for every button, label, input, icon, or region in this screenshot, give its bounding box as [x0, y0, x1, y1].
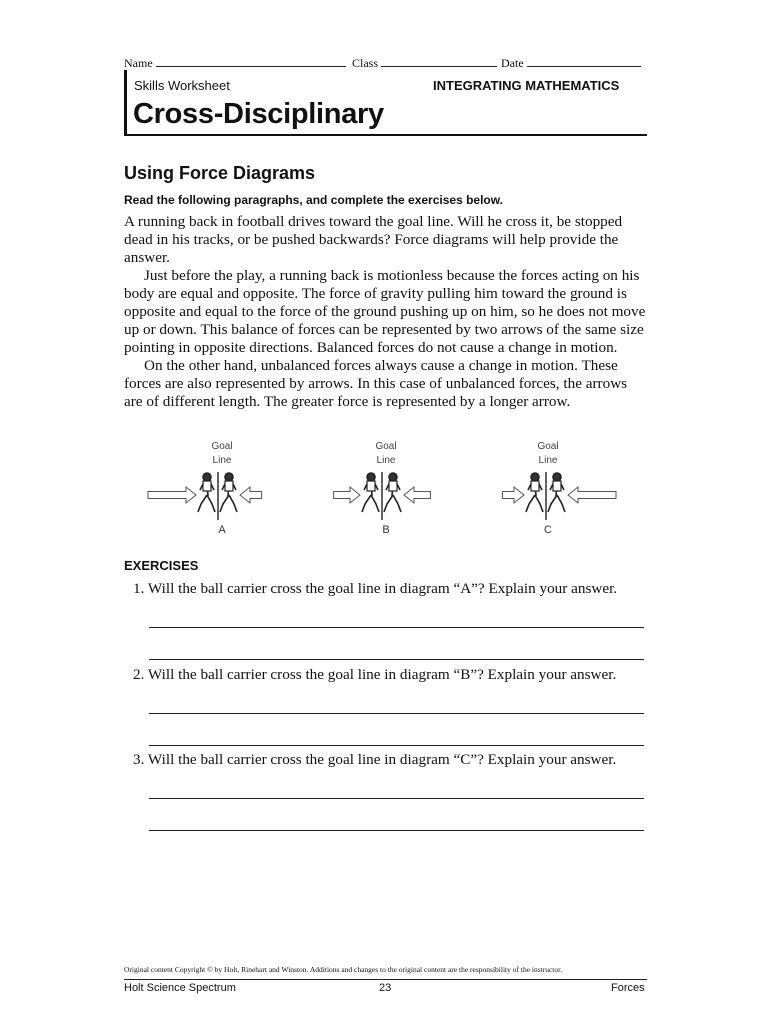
answer-line-2b[interactable] [149, 745, 644, 746]
page-title: Cross-Disciplinary [133, 98, 384, 130]
force-diagram-c [462, 440, 632, 540]
title-vertical-rule [124, 70, 127, 136]
ball-carrier-player [198, 473, 215, 512]
force-diagram-b [295, 440, 465, 540]
defender-player [220, 473, 237, 512]
goal-line-label: Goal Line [211, 441, 233, 466]
force-arrow-right [404, 487, 430, 503]
defender-player [384, 473, 401, 512]
answer-line-3a[interactable] [149, 798, 644, 799]
force-diagram-a [130, 440, 300, 540]
footer-rule [124, 979, 647, 980]
book-title: Holt Science Spectrum [124, 982, 236, 994]
force-arrow-left [502, 487, 524, 503]
goal-line-label: Goal Line [375, 441, 397, 466]
answer-line-2a[interactable] [149, 713, 644, 714]
reading-passage [124, 213, 649, 411]
section-heading: Using Force Diagrams [124, 163, 316, 183]
copyright-notice: Original content Copyright © by Holt, Rinehart and Winston. Additions and changes to the original content are the responsibility of the instructor. [124, 965, 563, 974]
date-label: Date [501, 56, 524, 70]
class-label: Class [352, 56, 379, 70]
diagram-a-figure [130, 470, 300, 522]
page-number: 23 [379, 982, 392, 994]
diagram-c-figure [462, 470, 640, 522]
paragraph-1: A running back in football drives toward the goal line. Will he cross it, be stopped dead in his tracks, or be pushed backwards? Force diagrams will help provide the answer. [124, 213, 623, 266]
paragraph-2: Just before the play, a running back is motionless because the forces acting on his body are equal and opposite. The force of gravity pulling him toward the ground is opposite and equal to the force of the ground pushing up on him, so he does not move up or down. This balance of forces can be represented by two arrows of the same size pointing in opposite directions. Balanced forces do not cause a change in motion. [124, 267, 646, 356]
question-1: 1. Will the ball carrier cross the goal line in diagram “A”? Explain your answer. [133, 580, 618, 597]
answer-line-1b[interactable] [149, 659, 644, 660]
diagram-letter: B [382, 524, 390, 536]
diagram-b-figure [295, 470, 465, 522]
question-3: 3. Will the ball carrier cross the goal line in diagram “C”? Explain your answer. [133, 751, 617, 768]
answer-line-1a[interactable] [149, 627, 644, 628]
worksheet-category: INTEGRATING MATHEMATICS [433, 78, 620, 93]
answer-line-3b[interactable] [149, 830, 644, 831]
name-field[interactable] [124, 55, 346, 71]
ball-carrier-player [526, 473, 543, 512]
goal-line-label: Goal Line [537, 441, 559, 466]
name-blank[interactable] [156, 55, 346, 67]
name-label: Name [124, 56, 153, 70]
force-arrow-left [148, 487, 196, 503]
ball-carrier-player [362, 473, 379, 512]
title-horizontal-rule [124, 134, 647, 136]
defender-player [548, 473, 565, 512]
instructions: Read the following paragraphs, and complete the exercises below. [124, 193, 503, 207]
date-blank[interactable] [527, 55, 641, 67]
question-2: 2. Will the ball carrier cross the goal line in diagram “B”? Explain your answer. [133, 666, 617, 683]
class-field[interactable] [352, 55, 497, 71]
diagram-letter: C [544, 524, 552, 536]
chapter-name: Forces [611, 982, 645, 994]
force-arrow-left [334, 487, 360, 503]
force-arrow-right [240, 487, 262, 503]
date-field[interactable] [501, 55, 641, 71]
class-blank[interactable] [381, 55, 497, 67]
paragraph-3: On the other hand, unbalanced forces always cause a change in motion. These forces are also represented by arrows. In this case of unbalanced forces, the arrows are of different length. The greater force is represented by a longer arrow. [124, 357, 628, 410]
diagram-letter: A [218, 524, 226, 536]
force-arrow-right [568, 487, 616, 503]
exercises-heading: EXERCISES [124, 558, 199, 573]
worksheet-type: Skills Worksheet [134, 78, 230, 93]
